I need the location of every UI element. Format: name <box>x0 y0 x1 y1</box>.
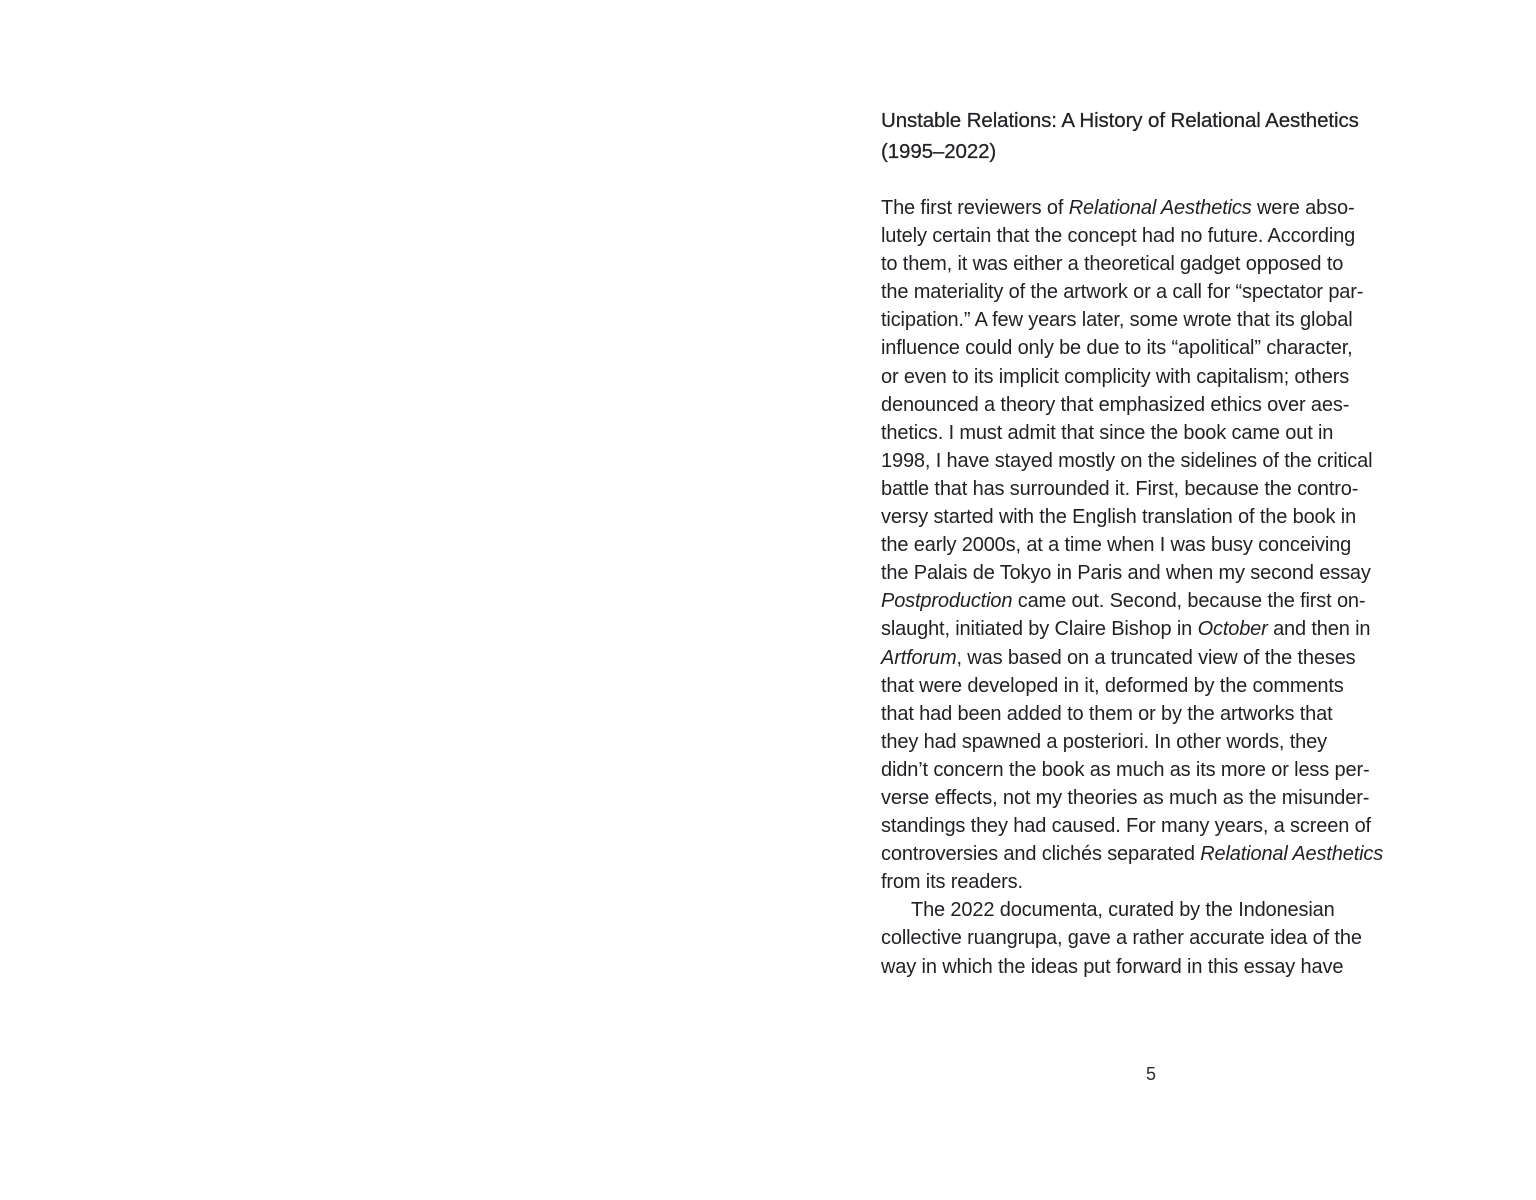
page-content <box>881 105 1421 981</box>
text-line: denounced a theory that emphasized ethics over aes- <box>881 393 1350 416</box>
text-line: standings they had caused. For many years, a screen of <box>881 815 1371 838</box>
page-title <box>881 105 1421 167</box>
text-line: way in which the ideas put forward in this essay have <box>881 955 1344 978</box>
text-line: Artforum, was based on a truncated view of the theses <box>881 646 1356 669</box>
text-line: they had spawned a posteriori. In other words, they <box>881 730 1327 753</box>
text-line: ticipation.” A few years later, some wrote that its global <box>881 309 1353 332</box>
text-line: Postproduction came out. Second, because the first on- <box>881 590 1366 613</box>
text-line: didn’t concern the book as much as its more or less per- <box>881 758 1370 781</box>
text-line: collective ruangrupa, gave a rather accurate idea of the <box>881 927 1362 950</box>
text-line: the early 2000s, at a time when I was busy conceiving <box>881 534 1352 557</box>
text-line: slaught, initiated by Claire Bishop in October and then in <box>881 618 1371 641</box>
text-line: The first reviewers of Relational Aesthetics were abso- <box>881 197 1355 219</box>
text-line: from its readers. <box>881 871 1023 894</box>
text-line: to them, it was either a theoretical gadget opposed to <box>881 253 1344 276</box>
text-line: 1998, I have stayed mostly on the sidelines of the critical <box>881 449 1373 472</box>
title-line-1: Unstable Relations: A History of Relational Aesthetics <box>881 109 1359 132</box>
text-line: or even to its implicit complicity with capitalism; others <box>881 365 1350 388</box>
text-line: The 2022 documenta, curated by the Indonesian <box>911 899 1335 922</box>
text-line: the materiality of the artwork or a call for “spectator par- <box>881 281 1364 304</box>
text-line: that had been added to them or by the artworks that <box>881 702 1333 725</box>
text-line: lutely certain that the concept had no future. According <box>881 225 1356 248</box>
body-text <box>881 194 1421 981</box>
text-line: versy started with the English translation of the book in <box>881 506 1357 529</box>
text-line: verse effects, not my theories as much as the misunder- <box>881 786 1370 809</box>
text-line: thetics. I must admit that since the book came out in <box>881 421 1334 444</box>
title-line-2: (1995–2022) <box>881 140 997 163</box>
text-line: influence could only be due to its “apolitical” character, <box>881 337 1353 360</box>
text-line: the Palais de Tokyo in Paris and when my second essay <box>881 562 1371 585</box>
text-line: battle that has surrounded it. First, because the contro- <box>881 477 1359 500</box>
text-line: that were developed in it, deformed by the comments <box>881 674 1344 697</box>
text-line: controversies and clichés separated Relational Aesthetics <box>881 843 1384 866</box>
page-number: 5 <box>1145 1064 1156 1084</box>
